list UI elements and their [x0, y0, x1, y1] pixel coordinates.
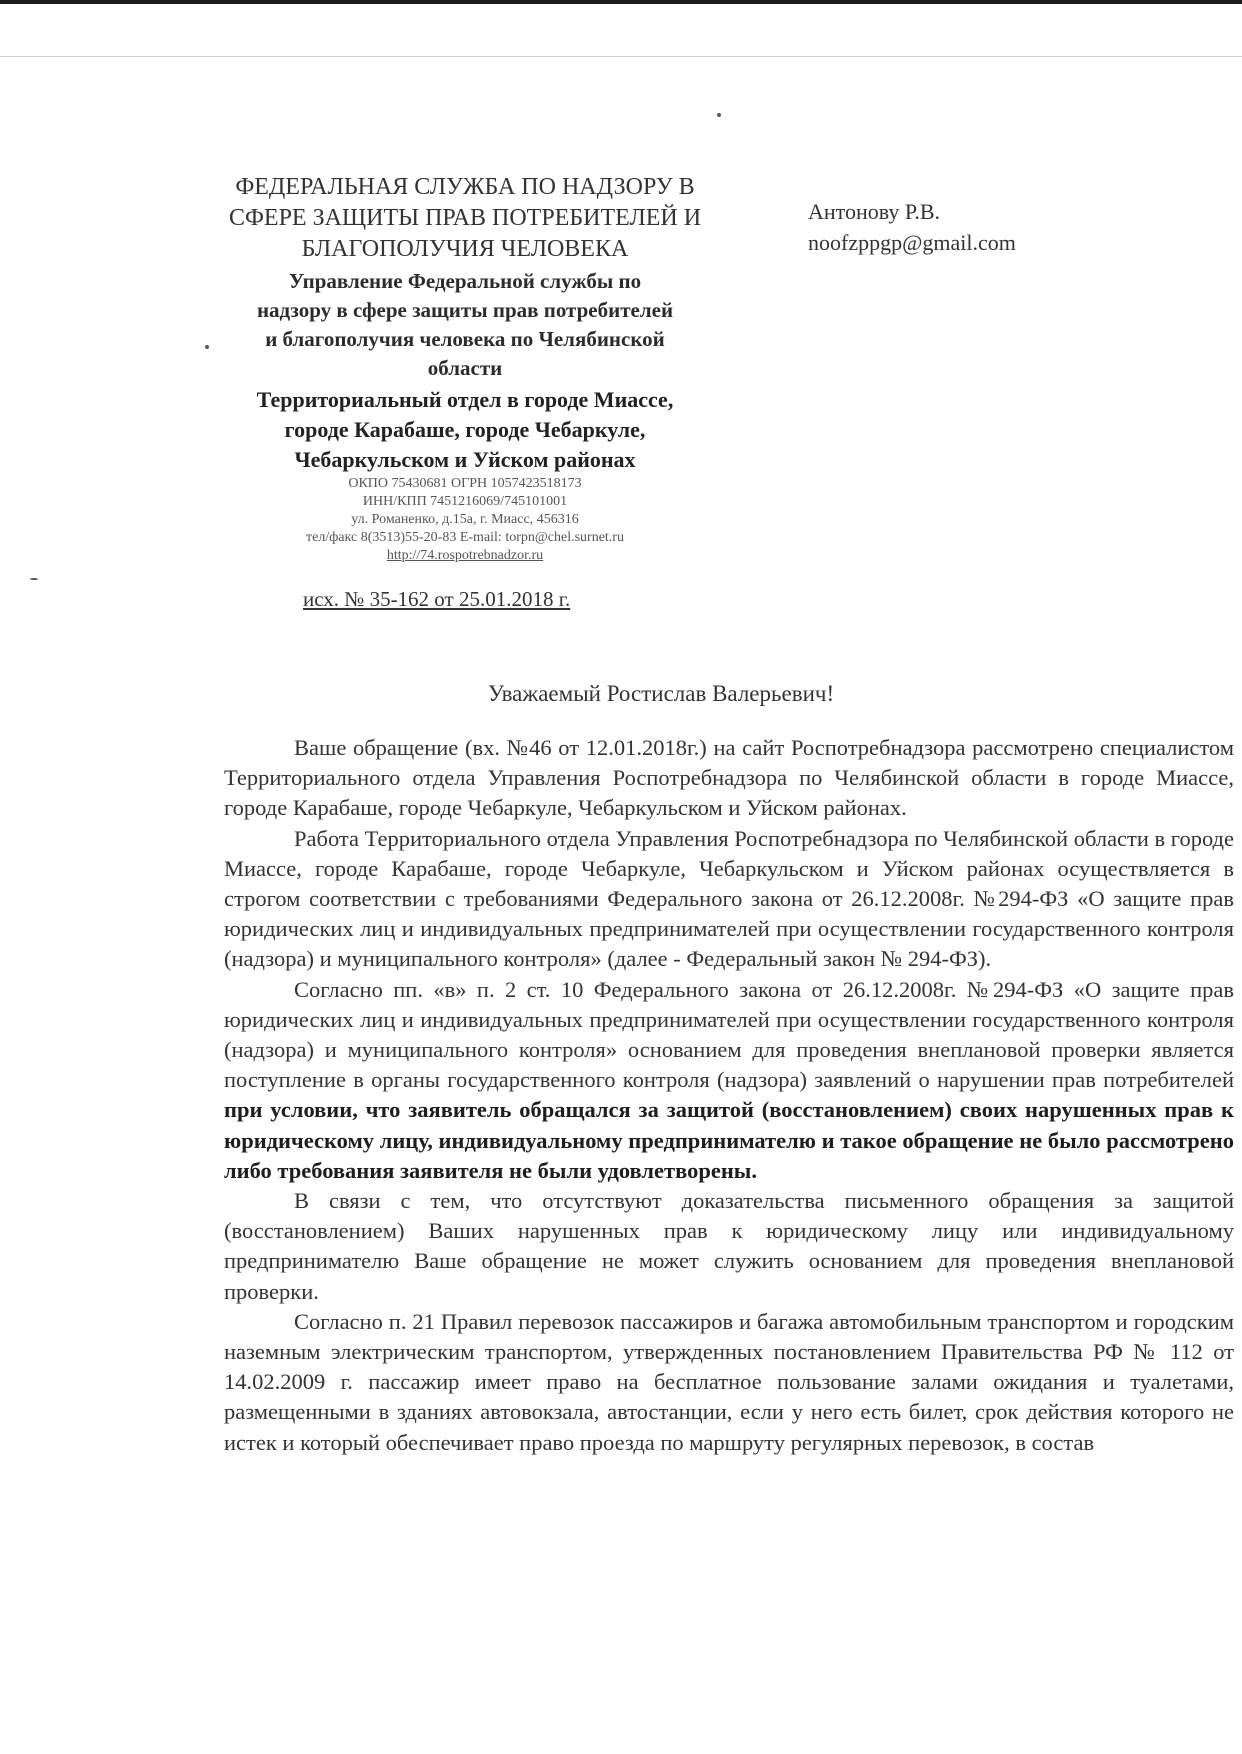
letter-body: [224, 733, 1234, 1458]
office-line: городе Карабаше, городе Чебаркуле,: [284, 417, 646, 442]
greeting: Уважаемый Ростислав Валерьевич!: [487, 681, 835, 706]
outgoing-reference: исх. № 35-162 от 25.01.2018 г.: [303, 587, 571, 611]
requisites-line: ул. Романенко, д.15а, г. Миасс, 456316: [351, 512, 579, 527]
department-line: и благополучия человека по Челябинской: [265, 327, 665, 351]
sender-block: [205, 172, 725, 565]
body-bold-text-run: при условии, что заявитель обращался за защитой (восстановлением) своих нарушенных прав к юридическому лицу, индивидуальному предпринимателю и такое обращение не было рассмотрено либо требования заявителя не были удовлетворены.: [224, 1097, 1234, 1183]
recipient-block: [808, 196, 1016, 258]
agency-name-line: БЛАГОПОЛУЧИЯ ЧЕЛОВЕКА: [301, 236, 629, 262]
body-paragraph: Ваше обращение (вх. №46 от 12.01.2018г.) на сайт Роспотребнадзора рассмотрено специалистом Территориального отдела Управления Роспотребнадзора по Челябинской области в городе Миассе, городе Карабаше, городе Чебаркуле, Чебаркульском и Уйском районах.: [224, 735, 1234, 821]
recipient-email[interactable]: noofzppgp@gmail.com: [808, 230, 1016, 255]
scan-top-border: [0, 0, 1242, 4]
scan-fold-line: [0, 56, 1242, 57]
office-line: Чебаркульском и Уйском районах: [294, 447, 636, 472]
department-line: Управление Федеральной службы по: [288, 269, 642, 293]
department-line: надзору в сфере защиты прав потребителей: [256, 298, 674, 322]
scan-speck: [30, 578, 38, 580]
body-paragraph: В связи с тем, что отсутствуют доказательства письменного обращения за защитой (восстановлением) Ваших нарушенных прав к юридическому лицу или индивидуальному предпринимателю Ваше обращение не может служить основанием для проведения внеплановой проверки.: [224, 1188, 1234, 1304]
agency-name-line: СФЕРЕ ЗАЩИТЫ ПРАВ ПОТРЕБИТЕЛЕЙ И: [228, 205, 702, 231]
department-line: области: [427, 356, 503, 380]
body-paragraph: [224, 975, 1234, 1186]
office-line: Территориальный отдел в городе Миассе,: [256, 387, 674, 412]
body-paragraph: Согласно п. 21 Правил перевозок пассажиров и багажа автомобильным транспортом и городским наземным электрическим транспортом, утвержденных постановлением Правительства РФ № 112 от 14.02.2009 г. пассажир имеет право на бесплатное пользование залами ожидания и туалетами, размещенными в зданиях автовокзала, автостанции, если у него есть билет, срок действия которого не истек и который обеспечивает право проезда по маршруту регулярных перевозок, в состав: [224, 1308, 1234, 1455]
body-paragraph: Работа Территориального отдела Управления Роспотребнадзора по Челябинской области в городе Миассе, городе Карабаше, городе Чебаркуле, Чебаркульском и Уйском районах осуществляется в строгом соответствии с требованиями Федерального закона от 26.12.2008г. №294-ФЗ «О защите прав юридических лиц и индивидуальных предпринимателей при осуществлении государственного контроля (надзора) и муниципального контроля» (далее - Федеральный закон № 294-ФЗ).: [224, 825, 1234, 972]
recipient-name: Антонову Р.В.: [808, 199, 941, 224]
body-text-run: Согласно пп. «в» п. 2 ст. 10 Федерального закона от 26.12.2008г. №294-ФЗ «О защите прав юридических лиц и индивидуальных предпринимателей при осуществлении государственного контроля (надзора) и муниципального контроля» основанием для проведения внеплановой проверки является поступление в органы государственного контроля (надзора) заявлений о нарушении прав потребителей: [224, 976, 1234, 1093]
scan-speck: [717, 113, 721, 117]
requisites-line: тел/факс 8(3513)55-20-83 E-mail: torpn@chel.surnet.ru: [306, 530, 624, 545]
website-link[interactable]: http://74.rospotrebnadzor.ru: [386, 548, 544, 563]
agency-name-line: ФЕДЕРАЛЬНАЯ СЛУЖБА ПО НАДЗОРУ В: [235, 174, 695, 200]
requisites-line: ОКПО 75430681 ОГРН 1057423518173: [348, 476, 582, 491]
requisites-line: ИНН/КПП 7451216069/745101001: [362, 494, 568, 509]
